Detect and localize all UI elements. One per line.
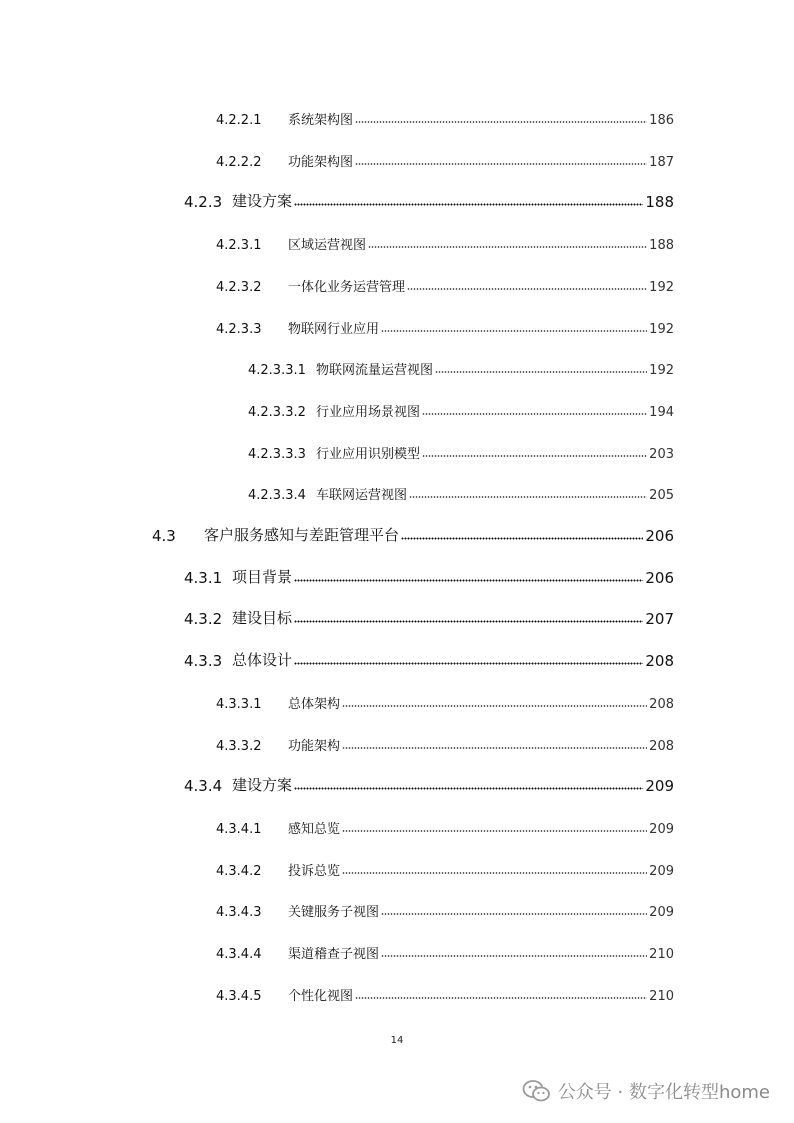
toc-entry[interactable]: [152, 521, 674, 545]
toc-entry-page: 210: [649, 989, 674, 1004]
toc-entry[interactable]: [216, 980, 674, 1004]
toc-entry-page: 208: [649, 739, 674, 754]
toc-entry-page: 187: [649, 155, 674, 170]
toc-entry[interactable]: [216, 688, 674, 712]
toc-entry[interactable]: [184, 604, 674, 628]
toc-entry-page: 206: [645, 527, 674, 545]
toc-entry[interactable]: [216, 313, 674, 337]
toc-dot-leader: [381, 913, 647, 915]
toc-entry-title: 建设方案: [232, 192, 293, 210]
toc-dot-leader: [294, 662, 643, 665]
toc-dot-leader: [342, 747, 647, 749]
toc-entry-number: 4.3.4.1: [216, 822, 262, 837]
toc-entry-title: 项目背景: [232, 568, 293, 586]
toc-entry[interactable]: [248, 396, 674, 420]
toc-entry-title: 区域运营视图: [288, 238, 367, 253]
toc-entry[interactable]: [184, 771, 674, 795]
toc-dot-leader: [401, 537, 643, 540]
toc-dot-leader: [294, 203, 643, 206]
toc-entry-number: 4.3.4.3: [216, 905, 262, 920]
toc-entry[interactable]: [216, 896, 674, 920]
toc-entry[interactable]: [216, 229, 674, 253]
toc-entry-page: 186: [649, 113, 674, 128]
toc-entry-number: 4.3: [152, 527, 176, 545]
toc-entry-page: 205: [649, 488, 674, 503]
toc-entry-title: 建设方案: [232, 776, 293, 794]
toc-entry-page: 208: [645, 652, 674, 670]
toc-entry-page: 194: [649, 405, 674, 420]
toc-entry-number: 4.3.3: [184, 652, 223, 670]
toc-entry-page: 209: [649, 864, 674, 879]
toc-entry-number: 4.3.3.1: [216, 697, 262, 712]
toc-entry-number: 4.2.3: [184, 193, 223, 211]
toc-entry-number: 4.3.2: [184, 610, 223, 628]
toc-dot-leader: [294, 579, 643, 582]
toc-entry-number: 4.3.4.2: [216, 864, 262, 879]
toc-entry[interactable]: [248, 354, 674, 378]
toc-entry-page: 208: [649, 697, 674, 712]
toc-dot-leader: [342, 830, 647, 832]
toc-entry-page: 203: [649, 447, 674, 462]
toc-dot-leader: [381, 330, 647, 332]
toc-entry-title: 个性化视图: [288, 989, 354, 1004]
toc-entry-number: 4.2.2.1: [216, 113, 262, 128]
toc-dot-leader: [294, 787, 643, 790]
toc-entry[interactable]: [184, 563, 674, 587]
toc-entry-page: 192: [649, 280, 674, 295]
toc-dot-leader: [381, 955, 647, 957]
toc-entry-title: 总体架构: [288, 697, 341, 712]
toc-entry-title: 感知总览: [288, 822, 341, 837]
toc-entry-number: 4.2.3.3.2: [248, 405, 306, 420]
toc-entry-page: 192: [649, 322, 674, 337]
toc-entry-title: 关键服务子视图: [288, 905, 380, 920]
toc-dot-leader: [409, 496, 647, 498]
toc-entry-page: 209: [649, 905, 674, 920]
page-number: 14: [390, 1035, 404, 1046]
toc-dot-leader: [435, 371, 647, 373]
toc-dot-leader: [294, 620, 643, 623]
toc-entry-number: 4.2.3.3: [216, 322, 262, 337]
toc-entry[interactable]: [184, 646, 674, 670]
toc-entry-number: 4.3.4.5: [216, 989, 262, 1004]
toc-entry-number: 4.3.3.2: [216, 739, 262, 754]
toc-dot-leader: [342, 705, 647, 707]
toc-dot-leader: [422, 455, 647, 457]
toc-entry-number: 4.2.3.3.1: [248, 363, 306, 378]
toc-dot-leader: [342, 872, 647, 874]
toc-entry-page: 209: [649, 822, 674, 837]
toc-entry[interactable]: [248, 438, 674, 462]
toc-entry-number: 4.2.3.3.4: [248, 488, 306, 503]
toc-entry-title: 建设目标: [232, 609, 293, 627]
toc-entry-page: 209: [645, 777, 674, 795]
toc-entry[interactable]: [216, 938, 674, 962]
toc-entry[interactable]: [216, 855, 674, 879]
toc-entry[interactable]: [216, 271, 674, 295]
toc-entry[interactable]: [248, 479, 674, 503]
toc-entry-title: 投诉总览: [288, 864, 341, 879]
watermark: [522, 1077, 770, 1105]
toc-dot-leader: [355, 163, 647, 165]
toc-dot-leader: [355, 121, 647, 123]
toc-entry-title: 行业应用识别模型: [316, 447, 421, 462]
toc-entry-title: 物联网行业应用: [288, 322, 380, 337]
toc-entry-title: 系统架构图: [288, 113, 354, 128]
toc-entry-title: 行业应用场景视图: [316, 405, 421, 420]
toc-dot-leader: [368, 246, 647, 248]
toc-entry-page: 210: [649, 947, 674, 962]
toc-entry-page: 192: [649, 363, 674, 378]
toc-entry-page: 206: [645, 569, 674, 587]
toc-entry[interactable]: [184, 187, 674, 211]
watermark-text: 公众号 · 数字化转型home: [557, 1082, 770, 1103]
toc-entry-number: 4.2.3.1: [216, 238, 262, 253]
toc-dot-leader: [355, 997, 647, 999]
toc-entry[interactable]: [216, 146, 674, 170]
toc-entry[interactable]: [216, 813, 674, 837]
toc-entry[interactable]: [216, 730, 674, 754]
toc-entry-title: 渠道稽查子视图: [288, 947, 380, 962]
toc-entry-number: 4.3.4: [184, 777, 223, 795]
toc-entry-title: 总体设计: [232, 651, 293, 669]
toc-dot-leader: [407, 288, 647, 290]
toc-entry-number: 4.2.2.2: [216, 155, 262, 170]
toc-entry-number: 4.2.3.3.3: [248, 447, 306, 462]
toc-entry-number: 4.2.3.2: [216, 280, 262, 295]
toc-dot-leader: [422, 413, 647, 415]
toc-entry-title: 功能架构图: [288, 155, 354, 170]
toc-entry-title: 物联网流量运营视图: [316, 363, 434, 378]
wechat-icon: [522, 1079, 552, 1103]
toc-entry[interactable]: [216, 104, 674, 128]
toc-entry-number: 4.3.4.4: [216, 947, 262, 962]
toc-entry-page: 188: [645, 193, 674, 211]
toc-entry-title: 功能架构: [288, 739, 341, 754]
toc-entry-page: 188: [649, 238, 674, 253]
toc-entry-title: 一体化业务运营管理: [288, 280, 406, 295]
toc-entry-title: 客户服务感知与差距管理平台: [204, 526, 400, 544]
toc-entry-page: 207: [645, 610, 674, 628]
toc-entry-title: 车联网运营视图: [316, 488, 408, 503]
toc-entry-number: 4.3.1: [184, 569, 223, 587]
